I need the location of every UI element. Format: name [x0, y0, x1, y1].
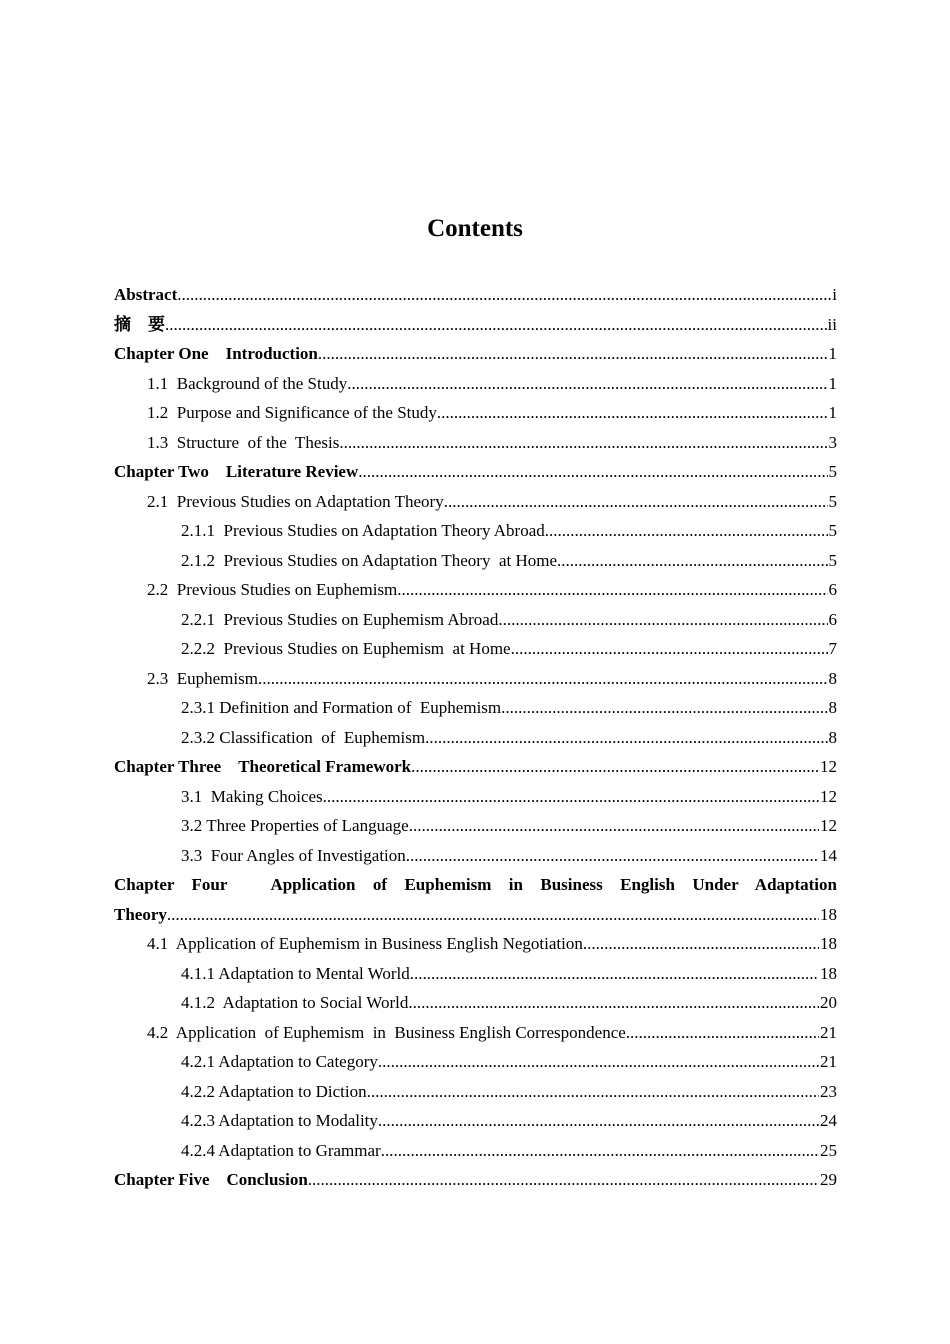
dot-leader — [425, 723, 827, 753]
toc-entry-label: 1.1 Background of the Study — [147, 373, 348, 393]
dot-leader — [397, 575, 827, 605]
dot-leader — [557, 546, 827, 576]
toc-entry-label: 2.2.1 Previous Studies on Euphemism Abroad — [181, 609, 499, 629]
toc-entry[interactable] — [114, 664, 837, 694]
toc-entry-label: 4.2.2 Adaptation to Diction — [181, 1081, 367, 1101]
toc-entry-page-number: 6 — [828, 580, 837, 599]
dot-leader — [323, 782, 819, 812]
toc-entry-page-number: i — [832, 285, 837, 304]
toc-entry[interactable] — [114, 487, 837, 517]
dot-leader — [167, 900, 819, 930]
toc-entry[interactable] — [114, 575, 837, 605]
toc-entry-page-number: 1 — [828, 344, 837, 363]
dot-leader — [347, 369, 827, 399]
dot-leader — [408, 988, 819, 1018]
toc-entry-label: 4.2.4 Adaptation to Grammar — [181, 1140, 381, 1160]
toc-entry-label: 4.1 Application of Euphemism in Business English Negotiation — [147, 934, 583, 953]
toc-entry-page-number: 1 — [828, 403, 837, 422]
dot-leader — [165, 310, 827, 340]
toc-entry[interactable] — [114, 1136, 837, 1166]
toc-entry-page-number: 12 — [820, 757, 837, 776]
toc-entry[interactable] — [114, 1047, 837, 1077]
toc-entry-label: 2.1.2 Previous Studies on Adaptation Theory at Home — [181, 550, 558, 570]
toc-entry[interactable] — [114, 634, 837, 664]
dot-leader — [406, 841, 819, 871]
dot-leader — [410, 959, 819, 989]
toc-entry-label: 2.2.2 Previous Studies on Euphemism at Home — [181, 639, 511, 658]
toc-entry[interactable] — [114, 605, 837, 635]
dot-leader — [411, 752, 819, 782]
toc-entry-label: 2.1 Previous Studies on Adaptation Theory — [147, 491, 444, 511]
toc-entry-label: 4.1.1 Adaptation to Mental World — [181, 963, 410, 983]
toc-entry-page-number: 7 — [828, 639, 837, 658]
toc-entry[interactable] — [114, 693, 837, 723]
toc-entry-page-number: 18 — [820, 963, 837, 983]
toc-entry-label: 1.2 Purpose and Significance of the Study — [147, 403, 437, 422]
toc-entry-page-number: 23 — [820, 1081, 837, 1101]
toc-entry-page-number: 18 — [820, 904, 837, 924]
toc-entry-page-number: 1 — [828, 373, 837, 393]
toc-entry-label: 1.3 Structure of the Thesis — [147, 432, 340, 452]
toc-entry[interactable] — [114, 1077, 837, 1107]
toc-entry-label: Abstract — [114, 285, 178, 304]
dot-leader — [258, 664, 828, 694]
toc-entry-label: 2.3 Euphemism — [147, 668, 258, 688]
toc-entry-label: 3.1 Making Choices — [181, 786, 323, 806]
toc-entry[interactable] — [114, 1165, 837, 1195]
dot-leader — [177, 280, 831, 310]
toc-entry-label: 2.3.2 Classification of Euphemism — [181, 727, 426, 747]
toc-entry-page-number: 12 — [820, 816, 837, 835]
toc-entry-label: 4.2.1 Adaptation to Category — [181, 1052, 378, 1071]
dot-leader — [367, 1077, 819, 1107]
dot-leader — [626, 1018, 819, 1048]
toc-entry-page-number: 21 — [820, 1052, 837, 1071]
toc-entry-label: Theory — [114, 904, 167, 924]
toc-entry[interactable] — [114, 988, 837, 1018]
dot-leader — [501, 693, 827, 723]
dot-leader — [545, 516, 828, 546]
toc-entry-page-number: 8 — [828, 727, 837, 747]
toc-entry[interactable] — [114, 310, 837, 340]
toc-entry-page-number: 29 — [820, 1170, 837, 1189]
toc-entry[interactable] — [114, 929, 837, 959]
toc-entry-label: 2.3.1 Definition and Formation of Euphemism — [181, 698, 502, 717]
toc-entry-label: 摘 要 — [114, 314, 165, 334]
dot-leader — [339, 428, 827, 458]
dot-leader — [308, 1165, 819, 1195]
toc-entry-label: 4.2.3 Adaptation to Modality — [181, 1111, 378, 1130]
toc-entry-label: 3.3 Four Angles of Investigation — [181, 845, 406, 865]
toc-entry-label: Chapter One Introduction — [114, 344, 318, 363]
toc-entry[interactable] — [114, 959, 837, 989]
toc-entry[interactable] — [114, 369, 837, 399]
toc-entry[interactable] — [114, 1106, 837, 1136]
toc-entry[interactable] — [114, 841, 837, 871]
dot-leader — [318, 339, 828, 369]
toc-entry[interactable] — [114, 398, 837, 428]
dot-leader — [498, 605, 827, 635]
toc-entry-label: Chapter Three Theoretical Framework — [114, 757, 412, 776]
toc-entry[interactable] — [114, 428, 837, 458]
toc-entry-label: 2.1.1 Previous Studies on Adaptation Theory Abroad — [181, 521, 545, 540]
toc-entry-page-number: 20 — [820, 993, 837, 1012]
toc-entry-label: Chapter Five Conclusion — [114, 1170, 308, 1189]
dot-leader — [378, 1106, 819, 1136]
toc-entry-label: Chapter Two Literature Review — [114, 462, 359, 481]
dot-leader — [444, 487, 828, 517]
toc-entry[interactable] — [114, 900, 837, 930]
toc-entry-page-number: ii — [827, 314, 837, 334]
toc-entry-label: 2.2 Previous Studies on Euphemism — [147, 580, 398, 599]
toc-entry-page-number: 18 — [820, 934, 837, 953]
toc-entry[interactable] — [114, 457, 837, 487]
toc-entry[interactable] — [114, 1018, 837, 1048]
toc-entry[interactable] — [114, 546, 837, 576]
toc-entry-page-number: 5 — [828, 462, 837, 481]
toc-entry-page-number: 25 — [820, 1140, 837, 1160]
dot-leader — [409, 811, 819, 841]
toc-entry-page-number: 5 — [828, 491, 837, 511]
toc-entry-label: 4.1.2 Adaptation to Social World — [181, 993, 409, 1012]
toc-entry[interactable] — [114, 280, 837, 310]
toc-entry-page-number: 14 — [820, 845, 837, 865]
table-of-contents — [114, 280, 837, 1195]
toc-entry-page-number: 12 — [820, 786, 837, 806]
toc-entry[interactable] — [114, 782, 837, 812]
dot-leader — [437, 398, 828, 428]
toc-entry-page-number: 6 — [828, 609, 837, 629]
toc-entry-page-number: 5 — [828, 521, 837, 540]
toc-entry-label: 4.2 Application of Euphemism in Business English Correspondence — [147, 1022, 626, 1042]
dot-leader — [583, 929, 819, 959]
dot-leader — [511, 634, 828, 664]
toc-entry-page-number: 5 — [828, 550, 837, 570]
toc-entry-page-number: 21 — [820, 1022, 837, 1042]
toc-entry-page-number: 8 — [828, 698, 837, 717]
toc-entry[interactable] — [114, 516, 837, 546]
dot-leader — [358, 457, 827, 487]
toc-entry[interactable] — [114, 723, 837, 753]
dot-leader — [378, 1047, 819, 1077]
toc-entry[interactable] — [114, 752, 837, 782]
toc-entry-page-number: 8 — [828, 668, 837, 688]
toc-entry-page-number: 3 — [828, 432, 837, 452]
toc-entry[interactable] — [114, 811, 837, 841]
page-title: Contents — [427, 215, 523, 242]
toc-entry-label: 3.2 Three Properties of Language — [181, 816, 409, 835]
dot-leader — [381, 1136, 819, 1166]
toc-entry[interactable] — [114, 339, 837, 369]
toc-entry-page-number: 24 — [820, 1111, 837, 1130]
toc-entry-label-line[interactable]: Chapter Four Application of Euphemism in Business English Under Adaptation — [114, 875, 837, 894]
